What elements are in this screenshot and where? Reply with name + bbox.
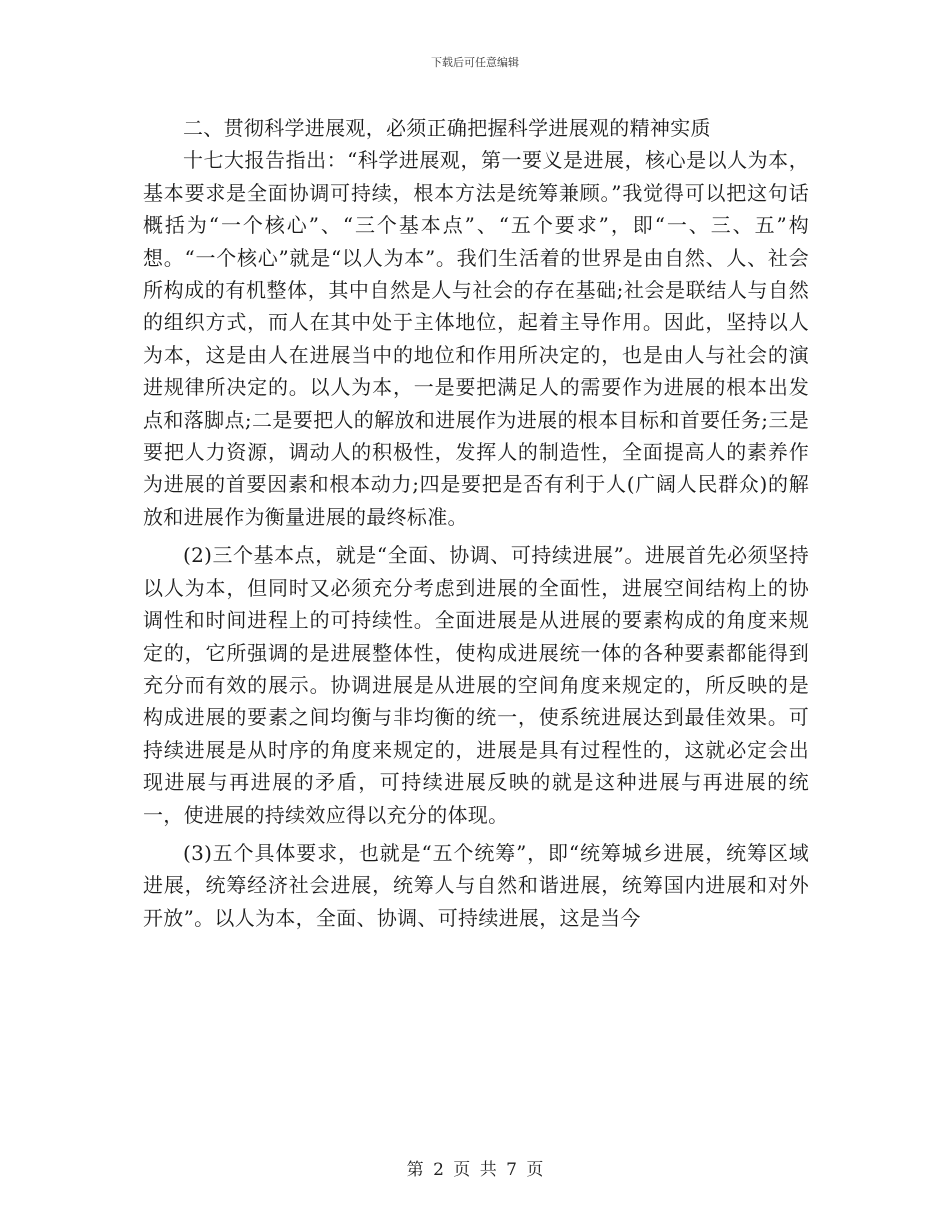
page-header-note: 下载后可任意编辑 (431, 56, 519, 69)
paragraph-five-requirements: (3)五个具体要求，也就是“五个统筹”，即“统筹城乡进展，统筹区域进展，统筹经济社会进展，统筹人与自然和谐进展，统筹国内进展和对外开放”。以人为本，全面、协调、可持续进展，这是当今 (143, 840, 809, 930)
paragraph-core: 十七大报告指出：“科学进展观，第一要义是进展，核心是以人为本，基本要求是全面协调可持续，根本方法是统筹兼顾。”我觉得可以把这句话概括为“一个核心”、“三个基本点”、“五个要求”，即“一、三、五”构想。“一个核心”就是“以人为本”。我们生活着的世界是由自然、人、社会所构成的有机整体，其中自然是人与社会的存在基础;社会是联结人与自然的组织方式，而人在其中处于主体地位，起着主导作用。因此，坚持以人为本，这是由人在进展当中的地位和作用所决定的，也是由人与社会的演进规律所决定的。以人为本，一是要把满足人的需要作为进展的根本出发点和落脚点;二是要把人的解放和进展作为进展的根本目标和首要任务;三是要把人力资源，调动人的积极性，发挥人的制造性，全面提高人的素养作为进展的首要因素和根本动力;四是要把是否有利于人(广阔人民群众)的解放和进展作为衡量进展的最终标准。 (143, 148, 809, 529)
paragraph-three-points: (2)三个基本点，就是“全面、协调、可持续进展”。进展首先必须坚持以人为本，但同时又必须充分考虑到进展的全面性，进展空间结构上的协调性和时间进程上的可持续性。全面进展是从进展的要素构成的角度来规定的，它所强调的是进展整体性，使构成进展统一体的各种要素都能得到充分而有效的展示。协调进展是从进展的空间角度来规定的，所反映的是构成进展的要素之间均衡与非均衡的统一，使系统进展达到最佳效果。可持续进展是从时序的角度来规定的，进展是具有过程性的，这就必定会出现进展与再进展的矛盾，可持续进展反映的就是这种进展与再进展的统一，使进展的持续效应得以充分的体现。 (143, 543, 809, 827)
document-body (143, 112, 809, 934)
page-number: 第 2 页 共 7 页 (406, 1160, 544, 1180)
section-heading: 二、贯彻科学进展观，必须正确把握科学进展观的精神实质 (183, 116, 711, 140)
